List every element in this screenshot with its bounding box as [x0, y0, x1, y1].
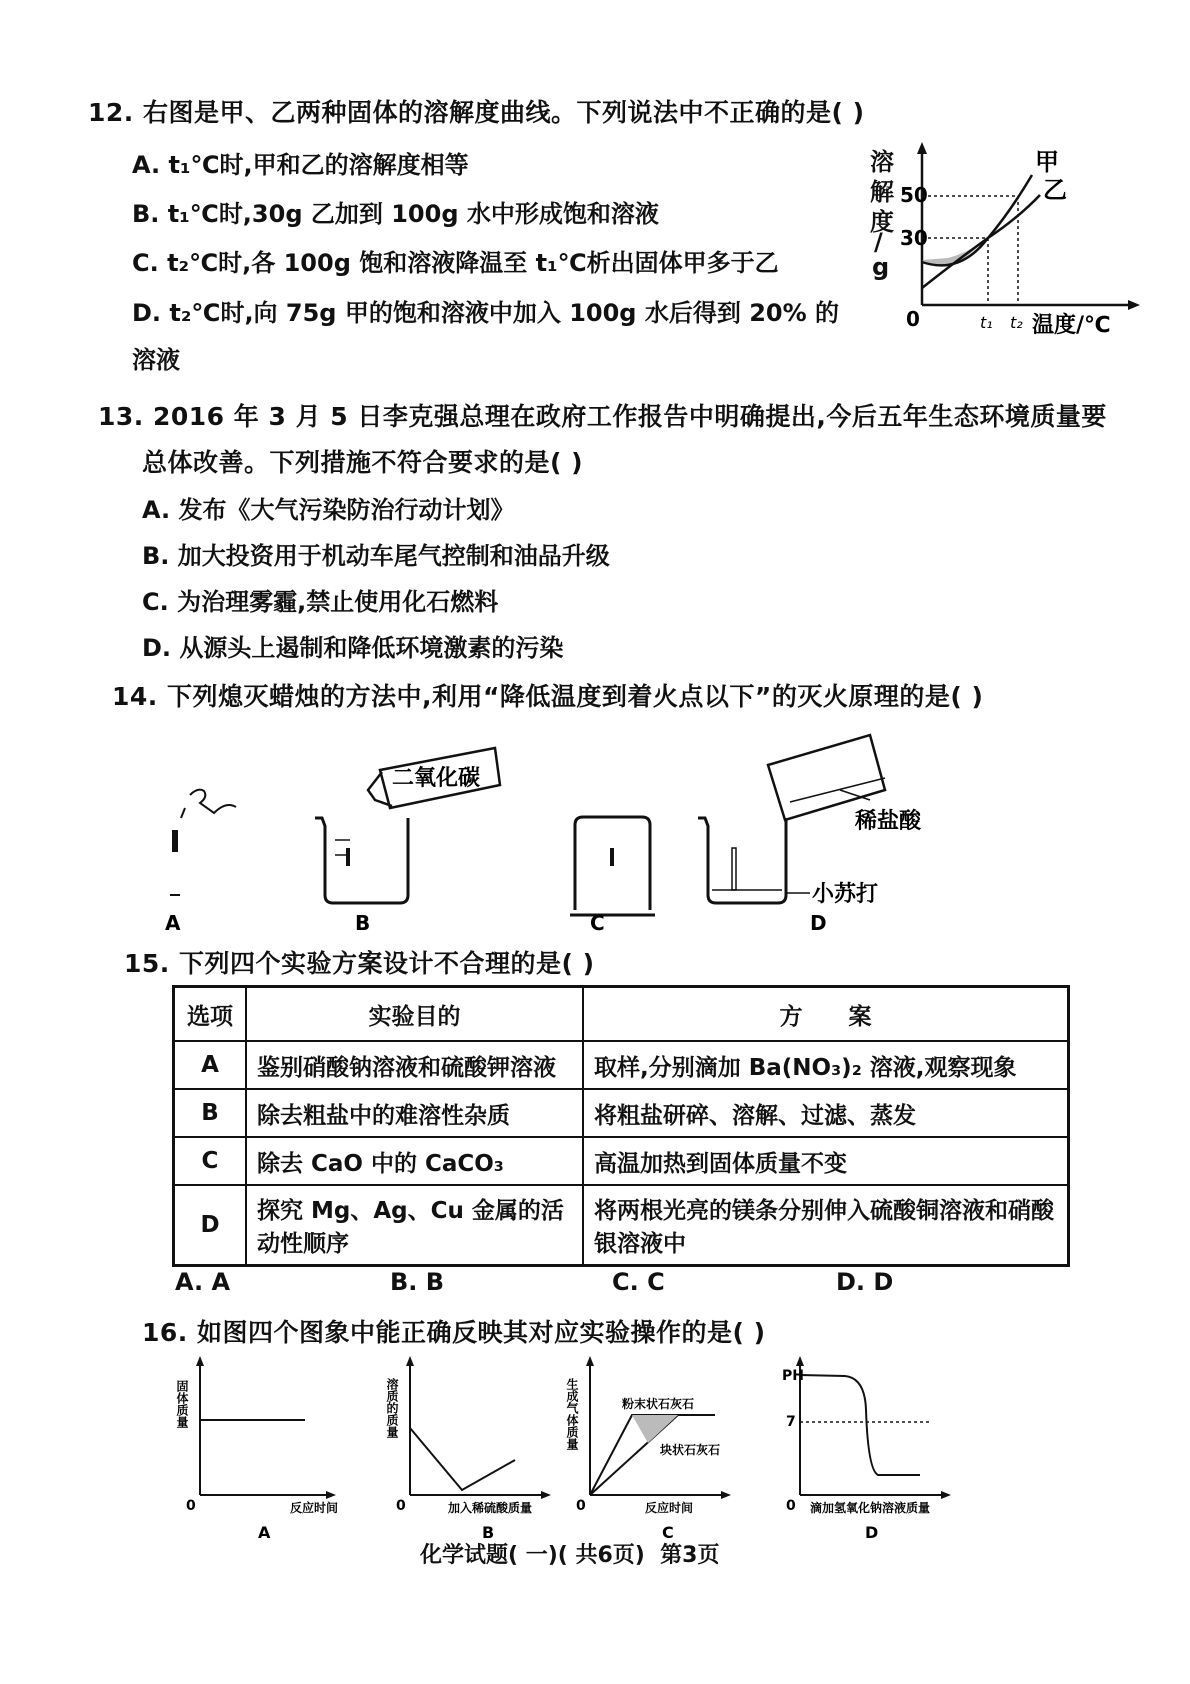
table-header-option: 选项 [174, 987, 247, 1042]
table-row [174, 1185, 1069, 1265]
graph-c-origin: 0 [576, 1498, 586, 1514]
q12-option-d: D. t₂℃时,向 75g 甲的饱和溶液中加入 100g 水后得到 20% 的 [132, 299, 839, 327]
graph-b-xlabel: 加入稀硫酸质量 [448, 1501, 533, 1515]
hcl-label: 稀盐酸 [855, 809, 922, 834]
graph-c-label: C [662, 1523, 674, 1542]
q15-table [172, 985, 1070, 1267]
q13-option-b: B. 加大投资用于机动车尾气控制和油品升级 [142, 542, 610, 570]
graph-d-xlabel: 滴加氢氧化钠溶液质量 [810, 1501, 931, 1515]
curve-yi [922, 195, 1040, 288]
q14-illustration [150, 730, 950, 940]
graph-b [385, 1356, 551, 1542]
q14-label-d: D [810, 911, 827, 935]
table-cell: 除去 CaO 中的 CaCO₃ [246, 1137, 583, 1185]
table-header-row [174, 987, 1069, 1042]
chart-xlabel: 温度/℃ [1032, 313, 1111, 338]
graph-b-ylabel: 溶质的质量 [385, 1378, 399, 1438]
q13-option-c: C. 为治理雾霾,禁止使用化石燃料 [142, 588, 499, 616]
graph-c-ylabel: 生成气体质量 [565, 1378, 579, 1450]
q12-option-a: A. t₁℃时,甲和乙的溶解度相等 [132, 151, 469, 179]
curve-jia [922, 175, 1032, 265]
table-row [174, 1137, 1069, 1185]
table-row [174, 1041, 1069, 1089]
q13-option-d: D. 从源头上遏制和降低环境激素的污染 [142, 634, 564, 662]
graph-b-label: B [482, 1523, 495, 1542]
container-c-figure [570, 817, 655, 915]
chart-xtick-t1: t₁ [980, 313, 993, 332]
q13-stem-line2: 总体改善。下列措施不符合要求的是( ) [142, 448, 584, 477]
graph-d-ytick: 7 [786, 1414, 796, 1430]
page-footer: 化学试题( 一)( 共6页) 第3页 [420, 1543, 720, 1568]
q14-label-a: A [165, 911, 181, 935]
chart-ylabel-3: 度 [870, 208, 894, 236]
chart-xtick-t2: t₂ [1010, 313, 1023, 332]
table-cell: C [174, 1137, 247, 1185]
table-cell: 探究 Mg、Ag、Cu 金属的活动性顺序 [246, 1185, 583, 1265]
graph-d [782, 1356, 951, 1542]
graph-c-series-powder: 粉末状石灰石 [622, 1397, 695, 1411]
co2-label: 二氧化碳 [392, 766, 481, 791]
graph-a-origin: 0 [186, 1498, 196, 1514]
q14-stem: 14. 下列熄灭蜡烛的方法中,利用“降低温度到着火点以下”的灭火原理的是( ) [112, 682, 984, 711]
graph-b-origin: 0 [396, 1498, 406, 1514]
soda-label: 小苏打 [812, 882, 879, 907]
table-header-plan: 方 案 [583, 987, 1069, 1042]
graph-c [565, 1356, 731, 1542]
table-cell: 除去粗盐中的难溶性杂质 [246, 1089, 583, 1137]
table-row [174, 1089, 1069, 1137]
series-yi-label: 乙 [1043, 176, 1067, 204]
table-cell: B [174, 1089, 247, 1137]
q12-option-b: B. t₁℃时,30g 乙加到 100g 水中形成饱和溶液 [132, 200, 659, 228]
graph-a-label: A [258, 1523, 271, 1542]
q15-choice-c: C. C [612, 1268, 665, 1296]
chart-ylabel-4: / [874, 228, 883, 256]
q14-label-b: B [355, 911, 371, 935]
beaker-d-figure [698, 735, 922, 907]
table-cell: 鉴别硝酸钠溶液和硫酸钾溶液 [246, 1041, 583, 1089]
table-cell: 将两根光亮的镁条分别伸入硫酸铜溶液和硝酸银溶液中 [583, 1185, 1069, 1265]
graph-d-label: D [865, 1523, 879, 1542]
solubility-chart [860, 140, 1140, 340]
candle-a-figure [170, 790, 236, 895]
graph-d-origin: 0 [786, 1498, 796, 1514]
beaker-b-figure [315, 748, 500, 903]
q12-option-c: C. t₂℃时,各 100g 饱和溶液降温至 t₁℃析出固体甲多于乙 [132, 249, 779, 277]
table-cell: A [174, 1041, 247, 1089]
q16-stem: 16. 如图四个图象中能正确反映其对应实验操作的是( ) [142, 1318, 766, 1347]
chart-ylabel-5: g [872, 253, 890, 281]
series-jia-label: 甲 [1035, 148, 1059, 176]
q12-stem: 12. 右图是甲、乙两种固体的溶解度曲线。下列说法中不正确的是( ) [88, 98, 865, 127]
graph-c-xlabel: 反应时间 [645, 1501, 694, 1515]
graph-a-ylabel: 固体质量 [175, 1380, 189, 1428]
q13-stem-line1: 13. 2016 年 3 月 5 日李克强总理在政府工作报告中明确提出,今后五年生态环境质量要 [98, 402, 1107, 431]
q15-choice-b: B. B [390, 1268, 445, 1296]
table-cell: 取样,分别滴加 Ba(NO₃)₂ 溶液,观察现象 [583, 1041, 1069, 1089]
chart-ylabel-1: 溶 [870, 148, 894, 176]
chart-ytick-30: 30 [900, 226, 928, 250]
graph-d-ylabel: PH [782, 1368, 804, 1384]
q15-stem: 15. 下列四个实验方案设计不合理的是( ) [124, 949, 595, 978]
table-cell: 将粗盐研碎、溶解、过滤、蒸发 [583, 1089, 1069, 1137]
graph-a-xlabel: 反应时间 [290, 1501, 339, 1515]
chart-ytick-50: 50 [900, 183, 928, 207]
q14-label-c: C [590, 911, 605, 935]
graph-a [175, 1356, 338, 1542]
q15-choice-d: D. D [836, 1268, 894, 1296]
table-header-purpose: 实验目的 [246, 987, 583, 1042]
table-cell: 高温加热到固体质量不变 [583, 1137, 1069, 1185]
q16-graphs [170, 1350, 1070, 1550]
q12-option-d-cont: 溶液 [132, 346, 180, 374]
q15-choice-a: A. A [175, 1268, 231, 1296]
table-cell: D [174, 1185, 247, 1265]
chart-origin: 0 [906, 307, 920, 331]
chart-ylabel-2: 解 [870, 178, 894, 206]
q13-option-a: A. 发布《大气污染防治行动计划》 [142, 496, 515, 524]
graph-c-series-lump: 块状石灰石 [660, 1443, 721, 1457]
